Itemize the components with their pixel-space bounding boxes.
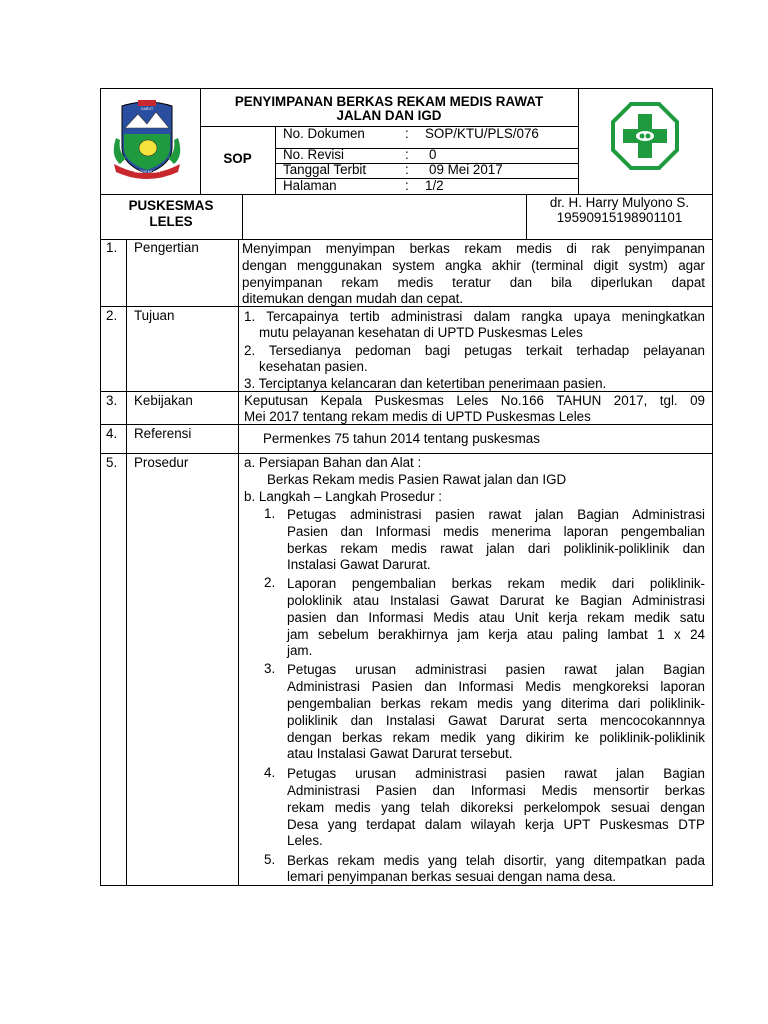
grid-line [242,194,243,240]
content-line: Desa yang terdapat dalam wilayah kerja UPT Puskesmas DTP [287,817,705,832]
meta-separator: : [405,162,409,177]
content-line: Menyimpan menyimpan berkas rekam medis di rak penyimpanan [242,241,705,256]
meta-value: 0 [429,147,437,162]
organization-name: PUSKESMAS [128,198,214,213]
meta-label: No. Dokumen [283,126,365,141]
content-line: Mei 2017 tentang rekam medis di UPTD Puskesmas Leles [244,409,591,424]
content-line: Berkas Rekam medis Pasien Rawat jalan dan IGD [267,472,567,487]
content-line: mutu pelayanan kesehatan di UPTD Puskesmas Leles [259,325,583,340]
content-line: Instalasi Gawat Darurat. [287,557,431,572]
content-line: Petugas urusan administrasi pasien rawat jalan Bagian [287,662,705,677]
content-line: Laporan pengembalian berkas rekam medik dari poliklinik- [287,576,705,591]
content-line: Berkas rekam medis yang telah disortir, yang ditempatkan pada [287,853,705,868]
content-line: Permenkes 75 tahun 2014 tentang puskesmas [263,431,540,446]
signer-name: dr. H. Harry Mulyono S. [549,195,690,210]
meta-separator: : [405,147,409,162]
meta-value: 09 Mei 2017 [429,162,503,177]
content-line: ditemukan dengan mudah dan cepat. [242,291,464,306]
row-label: Tujuan [134,308,175,323]
content-line: 1. Tercapainya tertib administrasi dalam rangka upaya meningkatkan [244,309,705,324]
meta-separator: : [405,126,409,141]
row-label: Pengertian [134,240,199,255]
meta-label: Halaman [283,178,337,193]
puskesmas-logo [611,102,679,170]
content-line: lemari penyimpanan berkas sesuai dengan nama desa. [287,869,617,884]
content-line: rekam medis yang telah dikoreksi perkelompok sesuai dengan [287,800,705,815]
content-line: dengan berkas rekam medik yang dikirim ke poliklinik-poliklinik [287,730,705,745]
content-line: kesehatan pasien. [259,359,368,374]
content-line: Administrasi Pasien dan Informasi Medis mengkoreksi laporan [287,679,705,694]
step-number: 5. [264,852,276,867]
grid-line [238,239,239,886]
signer-nip: 19590915198901101 [556,210,683,225]
meta-value: SOP/KTU/PLS/076 [425,126,539,141]
meta-separator: : [405,178,409,193]
content-line: atau Instalasi Gawat Darurat tersebut. [287,746,513,761]
content-line: dengan menggunakan system angka akhir (terminal digit systm) agar [242,258,705,273]
content-line: Administrasi Pasien dan Informasi Medis mensortir berkas [287,783,705,798]
title-line-2: JALAN DAN IGD [336,108,442,123]
meta-label: Tanggal Terbit [283,162,367,177]
content-line: penyimpanan rekam medis teratur dan bila diperlukan dapat [242,275,705,290]
content-line: poloklinik atau Instalasi Gawat Darurat ke Bagian Administrasi [287,593,705,608]
sop-label: SOP [223,151,252,166]
row-number: 1. [106,240,118,255]
row-number: 3. [106,393,118,408]
content-line: Leles. [287,833,323,848]
svg-text:SUGIH MUKTI: SUGIH MUKTI [133,169,161,174]
content-line: pengembalian berkas rekam medis yang diterima dari poliklinik- [287,696,705,711]
step-number: 3. [264,661,276,676]
grid-line [578,88,579,194]
grid-line [126,239,127,886]
content-line: pasien dan Informasi Medis atau Unit kerja rekam medik satu [287,610,705,625]
content-line: jam. [287,643,313,658]
content-line: jam sebelum berakhirnya jam kerja atau paling lambat 1 x 24 [287,627,705,642]
content-line: 2. Tersedianya pedoman bagi petugas terkait terhadap pelayanan [244,343,705,358]
section-heading: b. Langkah – Langkah Prosedur : [244,489,443,504]
row-label: Prosedur [134,455,189,470]
step-number: 1. [264,506,276,521]
content-line: 3. Terciptanya kelancaran dan ketertiban penerimaan pasien. [244,376,607,391]
row-number: 5. [106,455,118,470]
content-line: Pasien dan Informasi medis menerima laporan pengembalian [287,524,705,539]
row-label: Referensi [134,426,192,441]
step-number: 4. [264,765,276,780]
row-number: 4. [106,426,118,441]
organization-location: LELES [149,214,193,229]
step-number: 2. [264,575,276,590]
grid-line [275,126,276,194]
content-line: Petugas administrasi pasien rawat jalan Bagian Administrasi [287,507,705,522]
district-crest-logo [108,98,186,180]
row-number: 2. [106,308,118,323]
row-label: Kebijakan [134,393,193,408]
section-heading: a. Persiapan Bahan dan Alat : [244,455,422,470]
content-line: Petugas urusan administrasi pasien rawat jalan Bagian [287,766,705,781]
content-line: Keputusan Kepala Puskesmas Leles No.166 TAHUN 2017, tgl. 09 [244,393,705,408]
svg-text:GARUT: GARUT [140,107,154,111]
meta-label: No. Revisi [283,147,345,162]
content-line: berkas rekam medis rawat jalan dari poliklinik-poliklinik dan [287,541,705,556]
grid-line [100,453,713,454]
title-line-1: PENYIMPANAN BERKAS REKAM MEDIS RAWAT [234,94,544,109]
content-line: poliklinik dan Instalasi Gawat Darurat serta mencocokannnya [287,713,705,728]
meta-value: 1/2 [425,178,444,193]
